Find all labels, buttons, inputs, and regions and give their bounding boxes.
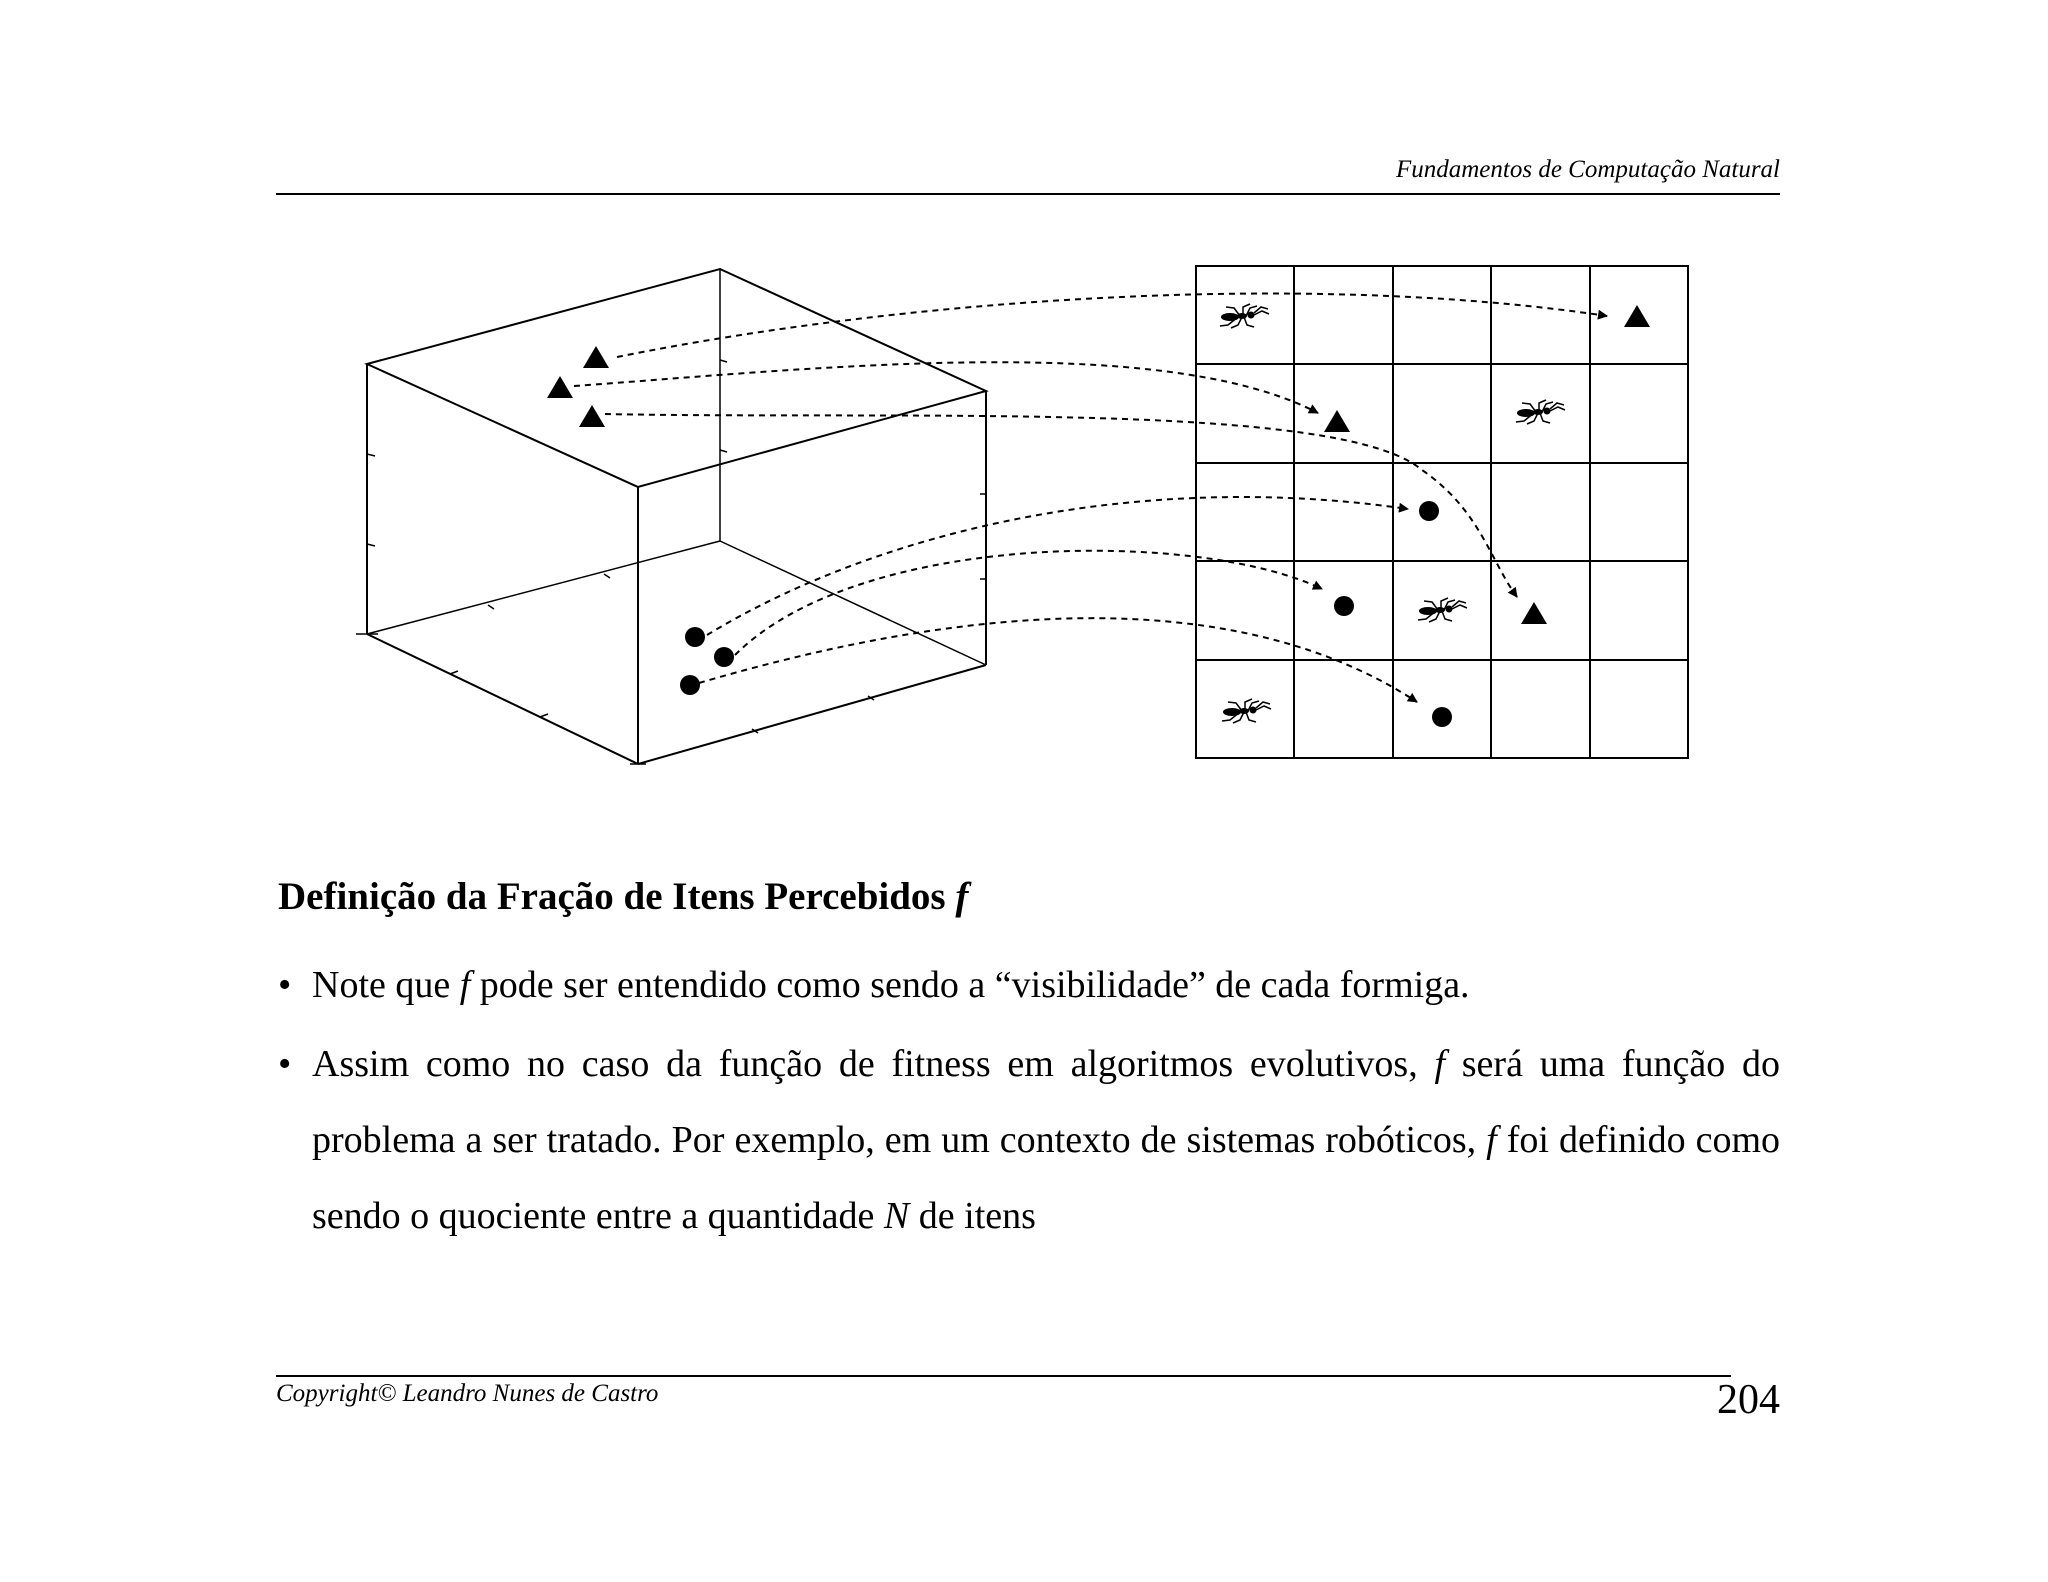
cube <box>367 269 986 764</box>
triangle-item <box>1521 602 1547 624</box>
triangle-item <box>1324 410 1350 432</box>
cube-back-edge <box>720 541 986 665</box>
section-title <box>278 874 968 919</box>
circle-item <box>680 675 700 695</box>
cube-items <box>547 346 734 695</box>
arrow-triangle-1 <box>617 294 1607 357</box>
arrow-triangle-2 <box>574 362 1318 413</box>
bullet-text: Note que f pode ser entendido como sendo a “visibilidade” de cada formiga. <box>312 964 1470 1006</box>
circle-item <box>1432 707 1452 727</box>
ant-icon <box>1516 400 1565 424</box>
arrow-circle-2 <box>735 551 1322 655</box>
section-title-text: Definição da Fração de Itens Percebidos <box>278 875 946 918</box>
bullet-item <box>278 1026 1780 1254</box>
bullet-icon: • <box>278 1043 292 1085</box>
triangle-item <box>579 405 605 427</box>
cube-ticks <box>356 360 986 764</box>
cube-back-edge <box>367 541 720 634</box>
section-title-variable: f <box>955 875 969 918</box>
ant-icon <box>1220 304 1269 328</box>
triangle-item <box>547 376 573 398</box>
item-grid <box>1196 266 1688 758</box>
cube-edge <box>367 634 638 764</box>
footer-copyright: Copyright© Leandro Nunes de Castro <box>276 1380 659 1407</box>
arrow-circle-1 <box>707 497 1408 635</box>
circle-item <box>1334 596 1354 616</box>
page-number: 204 <box>1717 1377 1780 1423</box>
ant-icon <box>1418 598 1467 622</box>
circle-item <box>714 647 734 667</box>
bullet-icon: • <box>278 964 292 1006</box>
triangle-item <box>583 346 609 368</box>
item-arrows <box>574 294 1607 702</box>
circle-item <box>685 627 705 647</box>
triangle-item <box>1624 305 1650 327</box>
bullet-item <box>278 947 1780 1023</box>
circle-item <box>1419 501 1439 521</box>
grid-border <box>1196 266 1688 758</box>
running-header-title: Fundamentos de Computação Natural <box>1395 156 1780 183</box>
ant-icon <box>1222 699 1271 723</box>
grid-items <box>1324 305 1650 727</box>
bullet-text: Assim como no caso da função de fitness em algoritmos evolutivos, f será uma função do problema a ser tratado. Por exemplo, em um contexto de sistemas robóticos, f foi definido como sendo o quociente entre a quantidade N de itens <box>312 1043 1780 1237</box>
footer-rule <box>276 1375 1731 1377</box>
